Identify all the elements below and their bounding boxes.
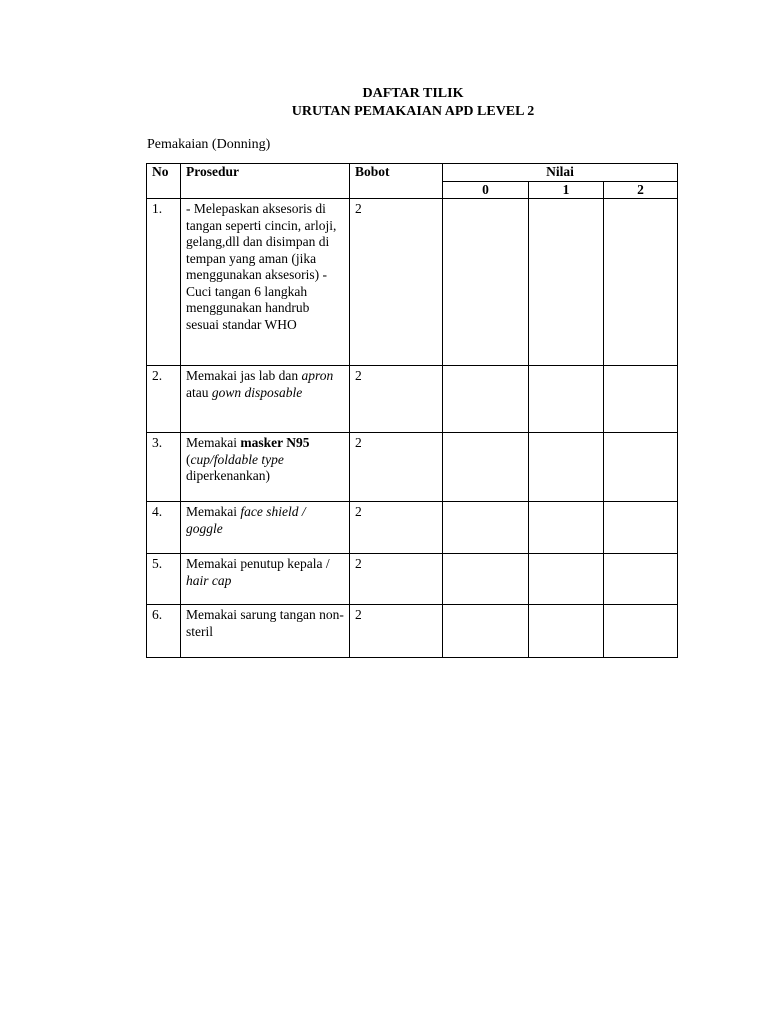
- row-bobot: 2: [350, 554, 443, 605]
- row-bobot: 2: [350, 199, 443, 366]
- row-bobot: 2: [350, 366, 443, 433]
- row-number: 1.: [147, 199, 181, 366]
- row-bobot: 2: [350, 502, 443, 554]
- header-nilai: Nilai: [443, 164, 678, 182]
- table-body: [147, 199, 678, 658]
- nilai-cell-2[interactable]: [604, 502, 678, 554]
- nilai-cell-2[interactable]: [604, 199, 678, 366]
- nilai-cell-1[interactable]: [529, 199, 604, 366]
- header-bobot: Bobot: [350, 164, 443, 199]
- table-row: [147, 554, 678, 605]
- row-prosedur: [181, 199, 350, 366]
- table-row: [147, 199, 678, 366]
- table-row: [147, 366, 678, 433]
- row-bobot: 2: [350, 433, 443, 502]
- table-row: [147, 605, 678, 658]
- section-label: Pemakaian (Donning): [147, 137, 271, 152]
- prosedur-text: Memakai penutup kepala /: [186, 556, 330, 571]
- row-number: 6.: [147, 605, 181, 658]
- prosedur-text: atau: [186, 384, 212, 400]
- title-line-1: DAFTAR TILIK: [362, 86, 464, 101]
- prosedur-text: cup/foldable type: [190, 451, 284, 467]
- title-line-2: URUTAN PEMAKAIAN APD LEVEL 2: [291, 104, 535, 119]
- table-row: [147, 433, 678, 502]
- header-nilai-1: 1: [529, 181, 604, 199]
- prosedur-text: Memakai sarung tangan non-steril: [186, 607, 344, 639]
- prosedur-text: hair cap: [186, 572, 232, 588]
- row-bobot: 2: [350, 605, 443, 658]
- nilai-cell-2[interactable]: [604, 433, 678, 502]
- prosedur-text: masker N95: [240, 435, 310, 450]
- prosedur-text: (: [186, 451, 191, 467]
- nilai-cell-1[interactable]: [529, 605, 604, 658]
- row-prosedur: [181, 502, 350, 554]
- row-number: 3.: [147, 433, 181, 502]
- nilai-cell-1[interactable]: [529, 554, 604, 605]
- prosedur-text: - Melepaskan aksesoris di tangan seperti cincin, arloji, gelang,dll dan disimpan di tempan yang aman (jika menggunakan aksesoris) -Cuci tangan 6 langkah menggunakan handrub sesuai standar WHO: [186, 201, 337, 332]
- nilai-cell-0[interactable]: [443, 554, 529, 605]
- nilai-cell-0[interactable]: [443, 605, 529, 658]
- header-nilai-0: 0: [443, 181, 529, 199]
- prosedur-text: Memakai: [186, 435, 241, 450]
- row-prosedur: [181, 605, 350, 658]
- prosedur-text: Memakai: [186, 504, 241, 519]
- header-row: [147, 164, 678, 182]
- prosedur-text: Memakai jas lab dan: [186, 368, 302, 383]
- prosedur-text: face shield / goggle: [186, 504, 306, 536]
- nilai-cell-1[interactable]: [529, 366, 604, 433]
- prosedur-text: apron: [301, 368, 334, 383]
- row-prosedur: [181, 554, 350, 605]
- nilai-cell-0[interactable]: [443, 366, 529, 433]
- row-prosedur: [181, 366, 350, 433]
- nilai-cell-0[interactable]: [443, 199, 529, 366]
- nilai-cell-0[interactable]: [443, 502, 529, 554]
- row-number: 2.: [147, 366, 181, 433]
- document-title: [0, 85, 768, 121]
- header-no: No: [147, 164, 181, 199]
- nilai-cell-1[interactable]: [529, 433, 604, 502]
- checklist-table: [146, 163, 678, 658]
- nilai-cell-1[interactable]: [529, 502, 604, 554]
- row-prosedur: [181, 433, 350, 502]
- table-row: [147, 502, 678, 554]
- header-nilai-2: 2: [604, 181, 678, 199]
- prosedur-text: diperkenankan): [186, 468, 270, 483]
- nilai-cell-2[interactable]: [604, 554, 678, 605]
- nilai-cell-0[interactable]: [443, 433, 529, 502]
- header-prosedur: Prosedur: [181, 164, 350, 199]
- nilai-cell-2[interactable]: [604, 605, 678, 658]
- prosedur-text: gown disposable: [211, 384, 303, 400]
- nilai-cell-2[interactable]: [604, 366, 678, 433]
- row-number: 4.: [147, 502, 181, 554]
- row-number: 5.: [147, 554, 181, 605]
